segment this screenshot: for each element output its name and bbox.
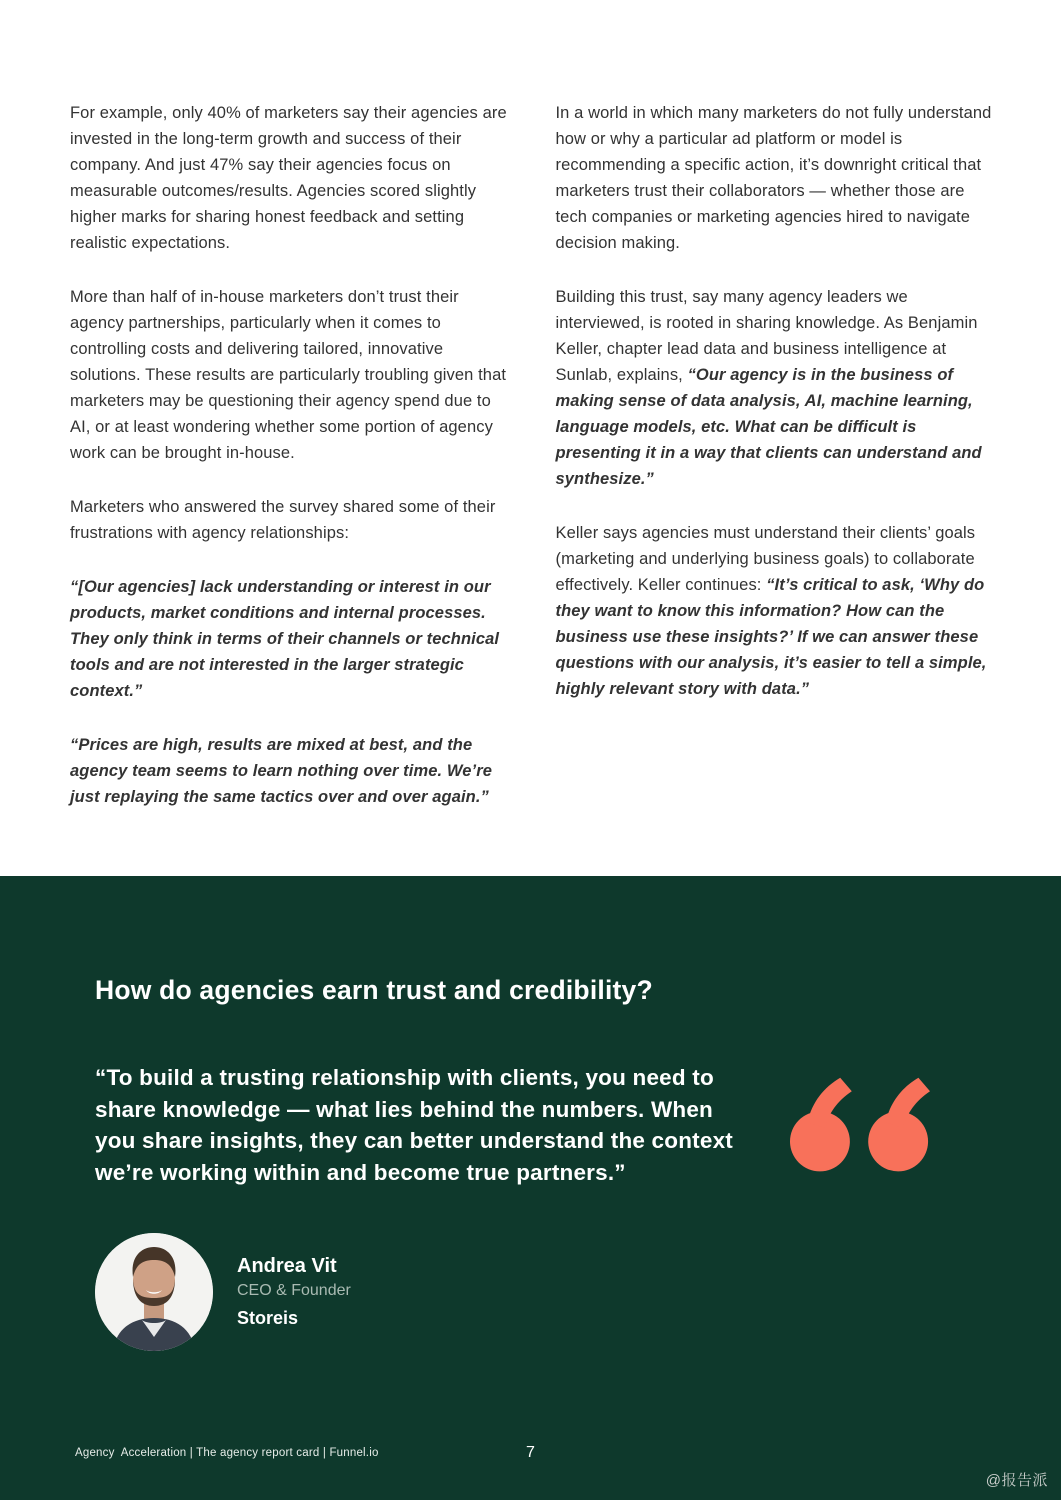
paragraph: For example, only 40% of marketers say their agencies are invested in the long-term growth and success of their company. And just 47% say their agencies focus on measurable outcomes/results. Agencies scored slightly higher marks for sharing honest feedback and setting realistic expectations.	[70, 104, 507, 252]
quotation-mark-icon	[790, 1076, 930, 1179]
person-company: Storeis	[237, 1308, 299, 1328]
paragraph	[556, 520, 996, 702]
person-attribution	[95, 1233, 991, 1351]
person-name: Andrea Vit	[237, 1255, 337, 1277]
feature-quote-row	[95, 1062, 991, 1188]
paragraph	[556, 284, 996, 492]
article-left-column	[70, 100, 510, 838]
feature-content	[0, 876, 1061, 1351]
feature-section	[0, 876, 1061, 1500]
inline-quote: “Our agency is in the business of making sense of data analysis, AI, machine learning, language models, etc. What can be difficult is presenting it in a way that clients can understand and synthesize.”	[555, 366, 982, 488]
watermark: @报告派	[985, 1472, 1048, 1489]
pull-quote: “Prices are high, results are mixed at best, and the agency team seems to learn nothing over time. We’re just replaying the same tactics over and over again.”	[70, 736, 493, 806]
person-info	[237, 1254, 351, 1330]
feature-heading: How do agencies earn trust and credibility?	[95, 975, 653, 1005]
avatar	[95, 1233, 213, 1351]
article-right-column	[556, 100, 996, 838]
paragraph-text: Building this trust, say many agency leaders we interviewed, is rooted in sharing knowledge. As Benjamin Keller, chapter lead data and business intelligence at Sunlab, explains,	[555, 288, 978, 384]
page-number: 7	[526, 1444, 535, 1461]
page-footer	[0, 1444, 1061, 1462]
paragraph: Marketers who answered the survey shared some of their frustrations with agency relationships:	[70, 498, 496, 542]
footer-breadcrumb: Agency Acceleration | The agency report card | Funnel.io	[75, 1447, 379, 1459]
paragraph: More than half of in-house marketers don’t trust their agency partnerships, particularly when it comes to controlling costs and delivering tailored, innovative solutions. These results are particularly troubling given that marketers may be questioning their agency spend due to AI, or at least wondering whether some portion of agency work can be brought in-house.	[70, 288, 507, 462]
pull-quote: “[Our agencies] lack understanding or interest in our products, market conditions and internal processes. They only think in terms of their channels or technical tools and are not interested in the larger strategic context.”	[70, 578, 500, 700]
paragraph: In a world in which many marketers do not fully understand how or why a particular ad platform or model is recommending a specific action, it’s downright critical that marketers trust their collaborators — whether those are tech companies or marketing agencies hired to navigate decision making.	[555, 104, 992, 252]
person-title: CEO & Founder	[237, 1282, 351, 1299]
feature-quote: “To build a trusting relationship with clients, you need to share knowledge — what lies behind the numbers. When you share insights, they can better understand the context we’re working within and become true partners.”	[95, 1065, 733, 1185]
paragraph-text: Keller says agencies must understand their clients’ goals (marketing and underlying business goals) to collaborate effectively. Keller continues:	[555, 524, 976, 594]
inline-quote: “It’s critical to ask, ‘Why do they want to know this information? How can the business use these insights?’ If we can answer these questions with our analysis, it’s easier to tell a simple, highly relevant story with data.”	[555, 576, 987, 698]
